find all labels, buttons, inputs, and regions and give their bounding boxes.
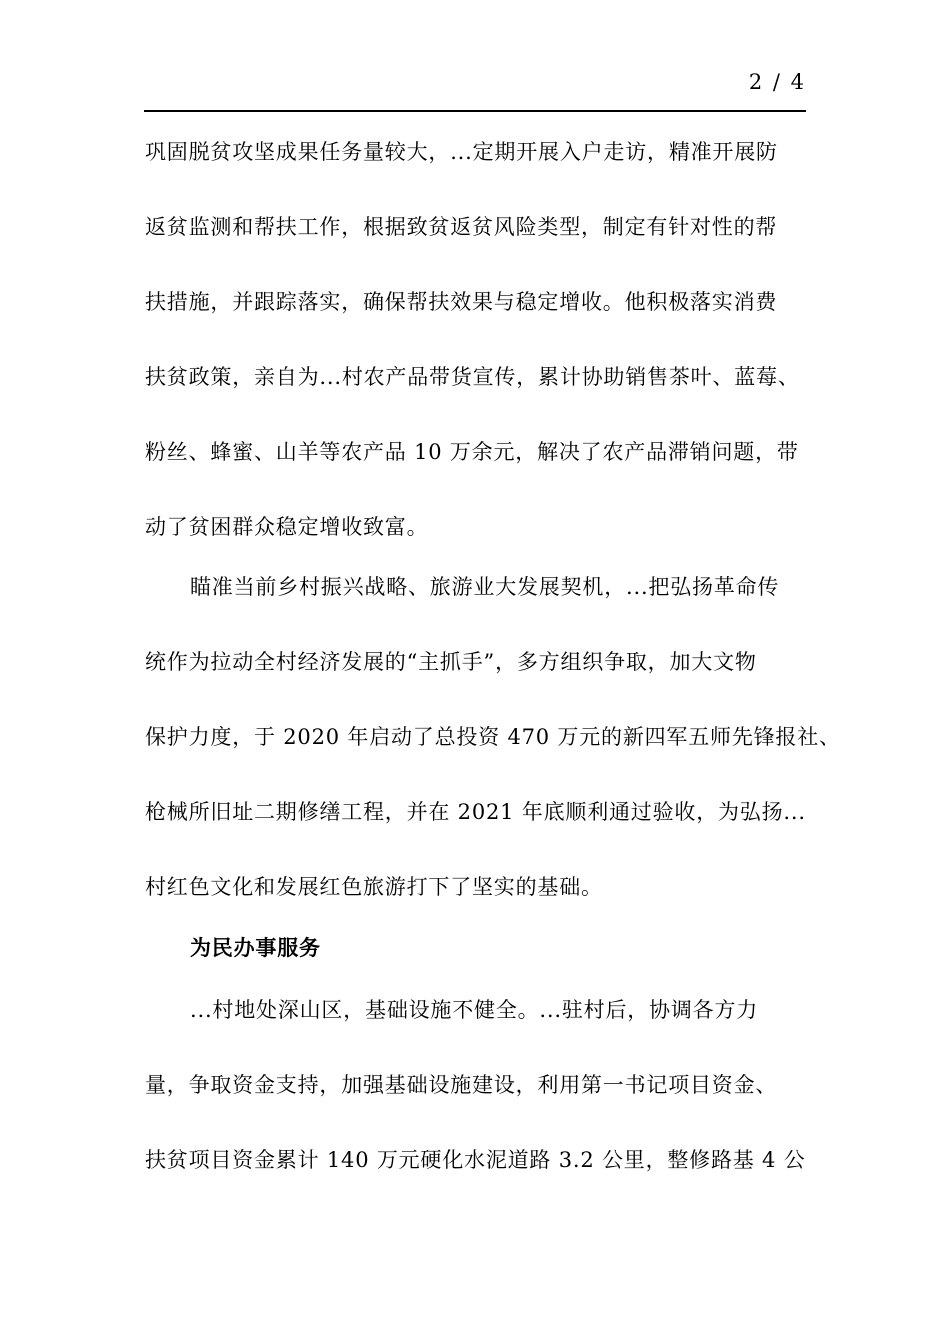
header-rule (144, 110, 806, 112)
text-line: 粉丝、蜂蜜、山羊等农产品 10 万余元，解决了农产品滞销问题，带 (145, 440, 799, 464)
text-line: 返贫监测和帮扶工作，根据致贫返贫风险类型，制定有针对性的帮 (145, 215, 778, 239)
text-line: 扶贫政策，亲自为...村农产品带货宣传，累计协助销售茶叶、蓝莓、 (145, 365, 800, 389)
text-line: 瞄准当前乡村振兴战略、旅游业大发展契机，...把弘扬革命传 (190, 575, 780, 599)
text-line: 枪械所旧址二期修缮工程，并在 2021 年底顺利通过验收，为弘扬... (145, 800, 806, 824)
text-line: 量，争取资金支持，加强基础设施建设，利用第一书记项目资金、 (145, 1073, 778, 1097)
text-line: 巩固脱贫攻坚成果任务量较大，...定期开展入户走访，精准开展防 (145, 140, 778, 164)
text-line: 动了贫困群众稳定增收致富。 (145, 515, 429, 539)
text-line: 保护力度，于 2020 年启动了总投资 470 万元的新四军五师先锋报社、 (145, 725, 841, 749)
page-number: 2 / 4 (748, 70, 806, 94)
text-line: 扶贫项目资金累计 140 万元硬化水泥道路 3.2 公里，整修路基 4 公 (145, 1148, 806, 1172)
text-line: 统作为拉动全村经济发展的“主抓手”，多方组织争取，加大文物 (145, 650, 757, 674)
text-line: 扶措施，并跟踪落实，确保帮扶效果与稳定增收。他积极落实消费 (145, 290, 778, 314)
section-heading: 为民办事服务 (190, 935, 321, 960)
text-line: 村红色文化和发展红色旅游打下了坚实的基础。 (145, 875, 603, 899)
text-line: ...村地处深山区，基础设施不健全。...驻村后，协调各方力 (190, 998, 759, 1022)
